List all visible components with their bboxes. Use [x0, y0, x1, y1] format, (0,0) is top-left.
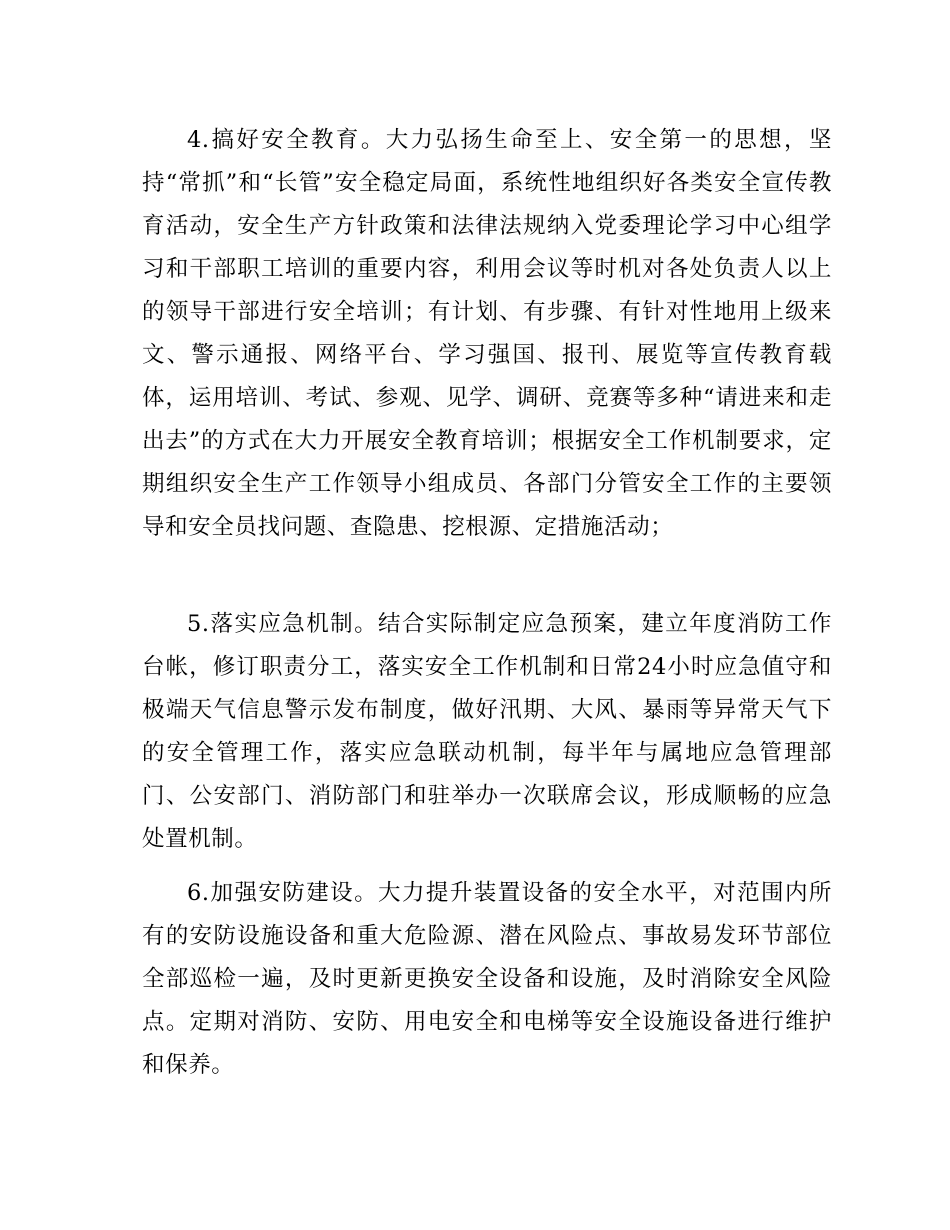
paragraph-emergency-mechanism: 5.落实应急机制。结合实际制定应急预案，建立年度消防工作台帐，修订职责分工，落实安全工作机制和日常24小时应急值守和极端天气信息警示发布制度，做好汛期、大风、暴雨等异常天气下的安全管理工作，落实应急联动机制，每半年与属地应急管理部门、公安部门、消防部门和驻举办一次联席会议，形成顺畅的应急处置机制。 [142, 611, 832, 852]
paragraph-security-construction: 6.加强安防建设。大力提升装置设备的安全水平，对范围内所有的安防设施设备和重大危险源、潜在风险点、事故易发环节部位全部巡检一遍，及时更新更换安全设备和设施，及时消除安全风险点。定期对消防、安防、用电安全和电梯等安全设施设备进行维护和保养。 [142, 880, 832, 1078]
paragraph-safety-education: 4.搞好安全教育。大力弘扬生命至上、安全第一的思想，坚持“常抓”和“长管”安全稳定局面，系统性地组织好各类安全宣传教育活动，安全生产方针政策和法律法规纳入党委理论学习中心组学习和干部职工培训的重要内容，利用会议等时机对各处负责人以上的领导干部进行安全培训；有计划、有步骤、有针对性地用上级来文、警示通报、网络平台、学习强国、报刊、展览等宣传教育载体，运用培训、考试、参观、见学、调研、竞赛等多种“请进来和走出去”的方式在大力开展安全教育培训；根据安全工作机制要求，定期组织安全生产工作领导小组成员、各部门分管安全工作的主要领导和安全员找问题、查隐患、挖根源、定措施活动； [142, 127, 832, 540]
